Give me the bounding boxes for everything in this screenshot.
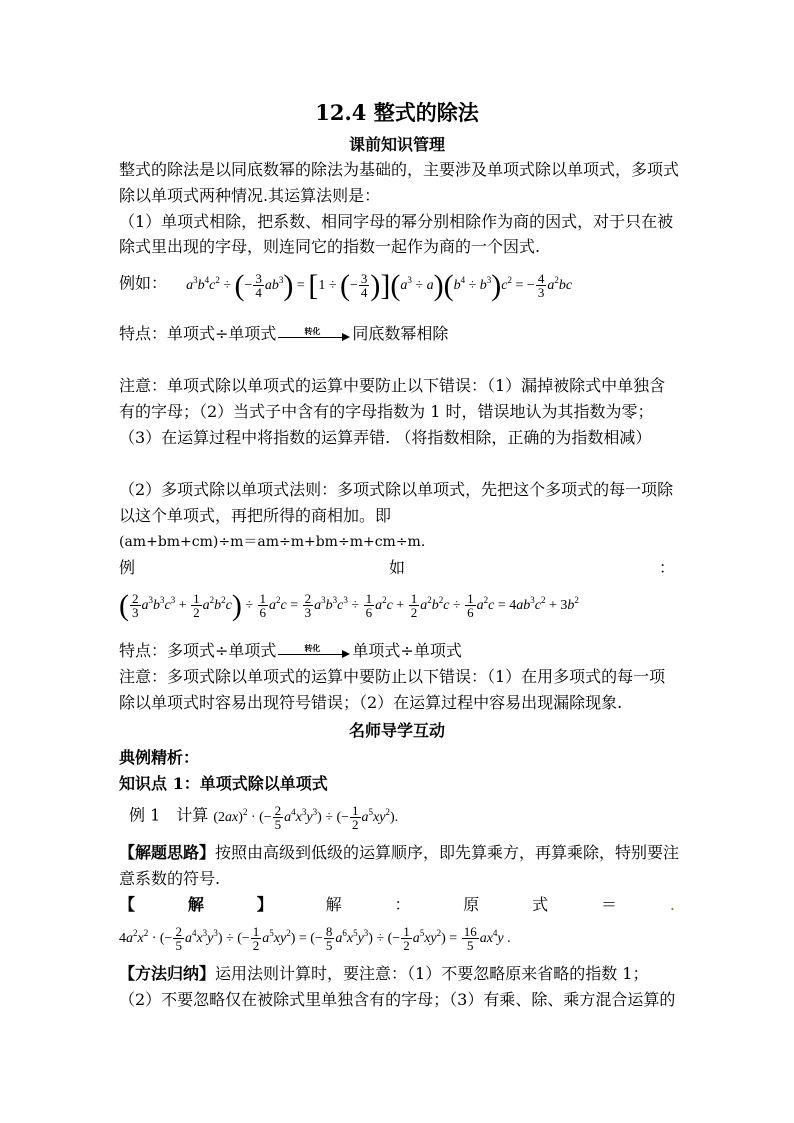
example1-line: 例 1 计算 $(2ax)^2$ · (− $\frac{2}{5}$ $a^4x^3y^3$) ÷ (− $\frac{1}{2}$ $a^5xy^2$). xyxy=(129,803,399,832)
rule2-line-1: （2）多项式除以单项式法则：多项式除以单项式，先把这个多项式的每一项除 xyxy=(119,480,674,499)
example2-label-line: 例 如 ： xyxy=(119,558,675,577)
note1-line-1: 注意：单项式除以单项式的运算中要防止以下错误：（1）漏掉被除式中单独含 xyxy=(119,376,666,395)
rule1-line-1: （1）单项式相除，把系数、相同字母的幂分别相除作为商的因式，对于只在被 xyxy=(119,212,674,231)
solution-label-line: 【 解 】 解 ： 原 式 ＝ . xyxy=(119,895,675,914)
typical-heading: 典例精析： xyxy=(119,748,200,767)
feature-line-1: 特点：单项式÷单项式 转化 同底数幂相除 xyxy=(119,324,449,343)
section-heading-pre-class: 课前知识管理 xyxy=(348,135,445,154)
rule2-formula: (am+bm+cm)÷m＝am÷m+bm÷m+cm÷m. xyxy=(119,534,426,550)
example-label: 例如： xyxy=(119,273,168,293)
knowledge-point-1: 知识点 1：单项式除以单项式 xyxy=(119,774,328,793)
example-formula-1: 例如： $a^3b^4c^2$ ÷ (− $\frac{3}{4}$ $ab^3) = [1$ ÷ (− $\frac{3}{4}$ )]$(a^3 \div a)(b^4 \div b^3)c^2$ = − $\frac{4}{3}$ $a^2bc$ xyxy=(119,268,573,302)
hint-line-2: 意系数的符号. xyxy=(119,869,221,888)
rule2-line-2: 以这个单项式，再把所得的商相加。即 xyxy=(119,506,392,525)
method-line-1: 【方法归纳】运用法则计算时，要注意：（1）不要忽略原来省略的指数 1； xyxy=(119,964,649,983)
method-line-2: （2）不要忽略仅在被除式里单独含有的字母；（3）有乘、除、乘方混合运算的 xyxy=(119,990,676,1009)
transform-arrow: 转化 xyxy=(278,329,350,341)
note1-line-2: 有的字母；（2）当式子中含有的字母指数为 1 时，错误地认为其指数为零； xyxy=(119,402,654,421)
hint-line-1: 【解题思路】按照由高级到低级的运算顺序，即先算乘方，再算乘除，特别要注 xyxy=(119,843,680,862)
note1-line-3: （3）在运算过程中将指数的运算弄错. （将指数相除，正确的为指数相减） xyxy=(119,428,652,447)
intro-line-2: 除以单项式两种情况.其运算法则是： xyxy=(119,186,381,205)
page-title: 12.4 整式的除法 xyxy=(315,100,479,125)
section-heading-teacher: 名师导学互动 xyxy=(348,721,445,740)
rule1-line-2: 除式里出现的字母，则连同它的指数一起作为商的一个因式. xyxy=(119,237,541,256)
note2-line-2: 除以单项式时容易出现符号错误；（2）在运算过程中容易出现漏除现象. xyxy=(119,693,623,712)
note2-line-1: 注意：多项式除以单项式的运算中要防止以下错误：（1）在用多项式的每一项 xyxy=(119,667,666,686)
transform-arrow: 转化 xyxy=(278,646,350,658)
feature-line-2: 特点：多项式÷单项式 转化 单项式÷单项式 xyxy=(119,641,462,660)
example-formula-2: ( $\frac{2}{3}$ $a^3b^3c^3$ + $\frac{1}{2}$ $a^2b^2c$) ÷ $\frac{1}{6}$ $a^2c$ = $\frac{2}{3}$ $a^3b^3c^3$ ÷ $\frac{1}{6}$ $a^2c$ + $\frac{1}{2}$ $a^2b^2c$ ÷ $\frac{1}{6}$ $a^2c = 4ab^3c^2 + 3b^2$ xyxy=(119,588,579,622)
intro-line-1: 整式的除法是以同底数幂的除法为基础的，主要涉及单项式除以单项式，多项式 xyxy=(119,160,680,179)
solution-formula: $4a^2x^2$ · (− $\frac{2}{5}$ $a^4x^3y^3$) ÷ (− $\frac{1}{2}$ $a^5xy^2$) = (− $\frac{8}{5}$ $a^6x^5y^3$) ÷ (− $\frac{1}{2}$ $a^5xy^2$) = $\frac{16}{5}$ $ax^4y$ . xyxy=(119,924,511,953)
